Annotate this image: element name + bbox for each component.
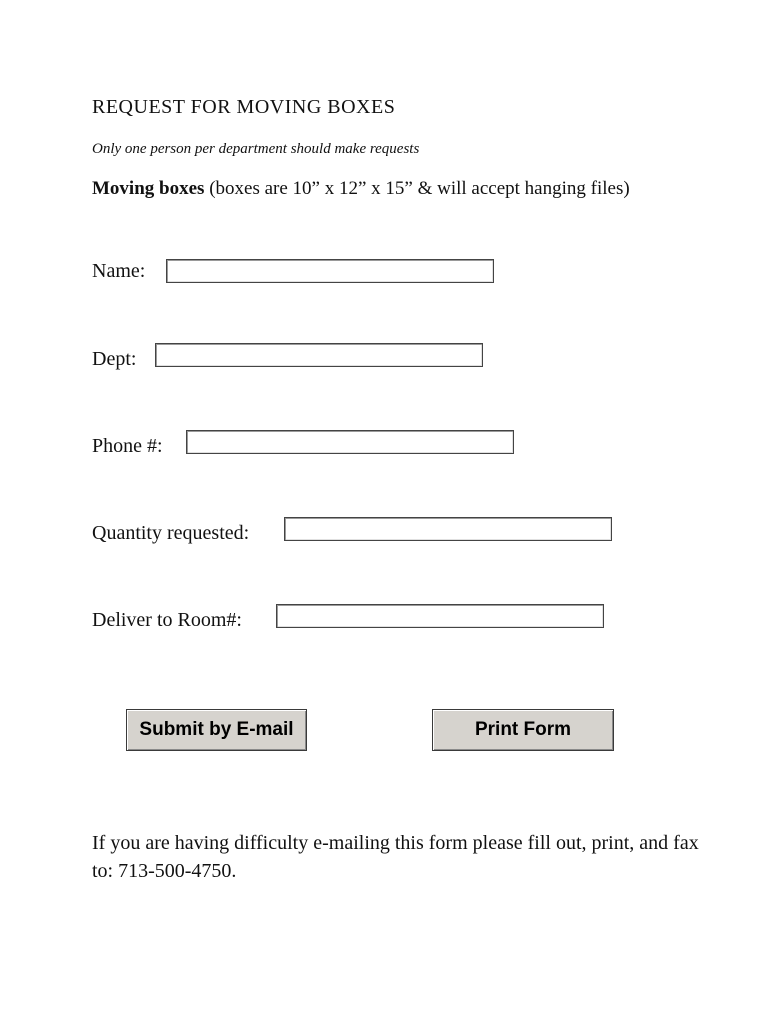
name-field[interactable] bbox=[166, 259, 494, 283]
moving-boxes-heading: Moving boxes bbox=[92, 178, 205, 199]
submit-by-email-button[interactable]: Submit by E-mail bbox=[126, 709, 307, 751]
room-field[interactable] bbox=[276, 604, 604, 628]
moving-boxes-note: (boxes are 10” x 12” x 15” & will accept hanging files) bbox=[204, 178, 630, 199]
dept-label: Dept: bbox=[92, 348, 137, 370]
phone-field[interactable] bbox=[186, 430, 514, 454]
name-label: Name: bbox=[92, 260, 146, 282]
print-form-button[interactable]: Print Form bbox=[432, 709, 614, 751]
room-label: Deliver to Room#: bbox=[92, 609, 242, 631]
quantity-label: Quantity requested: bbox=[92, 522, 250, 544]
phone-label: Phone #: bbox=[92, 435, 163, 457]
fax-instructions: If you are having difficulty e-mailing this form please fill out, print, and fax to: 713-500-4750. bbox=[92, 832, 699, 882]
form-subtitle: Only one person per department should make requests bbox=[92, 141, 420, 157]
form-title: REQUEST FOR MOVING BOXES bbox=[92, 96, 396, 118]
moving-boxes-description bbox=[92, 178, 630, 200]
dept-field[interactable] bbox=[155, 343, 483, 367]
quantity-field[interactable] bbox=[284, 517, 612, 541]
